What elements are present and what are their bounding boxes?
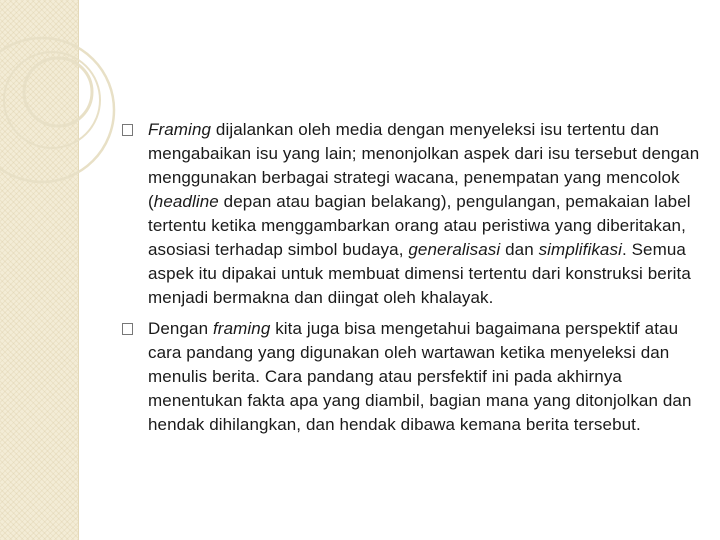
italic-term: framing: [212, 319, 271, 338]
decorative-ring-medium: [4, 52, 100, 148]
bullet-item: [122, 118, 700, 310]
bullet-text: [148, 319, 692, 434]
bullet-item: [122, 317, 700, 437]
decorative-ring-small: [24, 58, 92, 126]
bullet-list: [122, 118, 700, 444]
text-segment: Dengan: [148, 319, 213, 338]
text-segment: dan: [500, 240, 539, 259]
text-segment: . Semua aspek itu dipakai untuk membuat dimensi tertentu dari konstruksi berita menjadi bermakna dan diingat oleh khalayak.: [148, 240, 691, 307]
square-bullet-icon: [122, 124, 133, 136]
text-segment: dijalankan oleh media dengan menyeleksi isu tertentu dan mengabaikan isu yang lain; menonjolkan aspek dari isu tersebut dengan menggunakan berbagai strategi wacana, penempatan yang mencolok (: [148, 120, 700, 211]
italic-term: simplifikasi: [538, 240, 622, 259]
italic-term: generalisasi: [408, 240, 501, 259]
bullet-text: [148, 120, 699, 307]
italic-term: Framing: [148, 120, 212, 139]
square-bullet-icon: [122, 323, 133, 335]
decorative-ring-large: [0, 38, 114, 182]
text-segment: depan atau bagian belakang), pengulangan, pemakaian label tertentu ketika menggambarkan orang atau peristiwa yang diberitakan, asosiasi terhadap simbol budaya,: [148, 192, 691, 259]
text-segment: kita juga bisa mengetahui bagaimana perspektif atau cara pandang yang digunakan oleh wartawan ketika menyeleksi dan menulis berita. Cara pandang atau persfektif ini pada akhirnya menentukan fakta apa yang diambil, bagian mana yang ditonjolkan dan hendak dihilangkan, dan hendak dibawa kemana berita tersebut.: [148, 319, 692, 434]
italic-term: headline: [153, 192, 219, 211]
